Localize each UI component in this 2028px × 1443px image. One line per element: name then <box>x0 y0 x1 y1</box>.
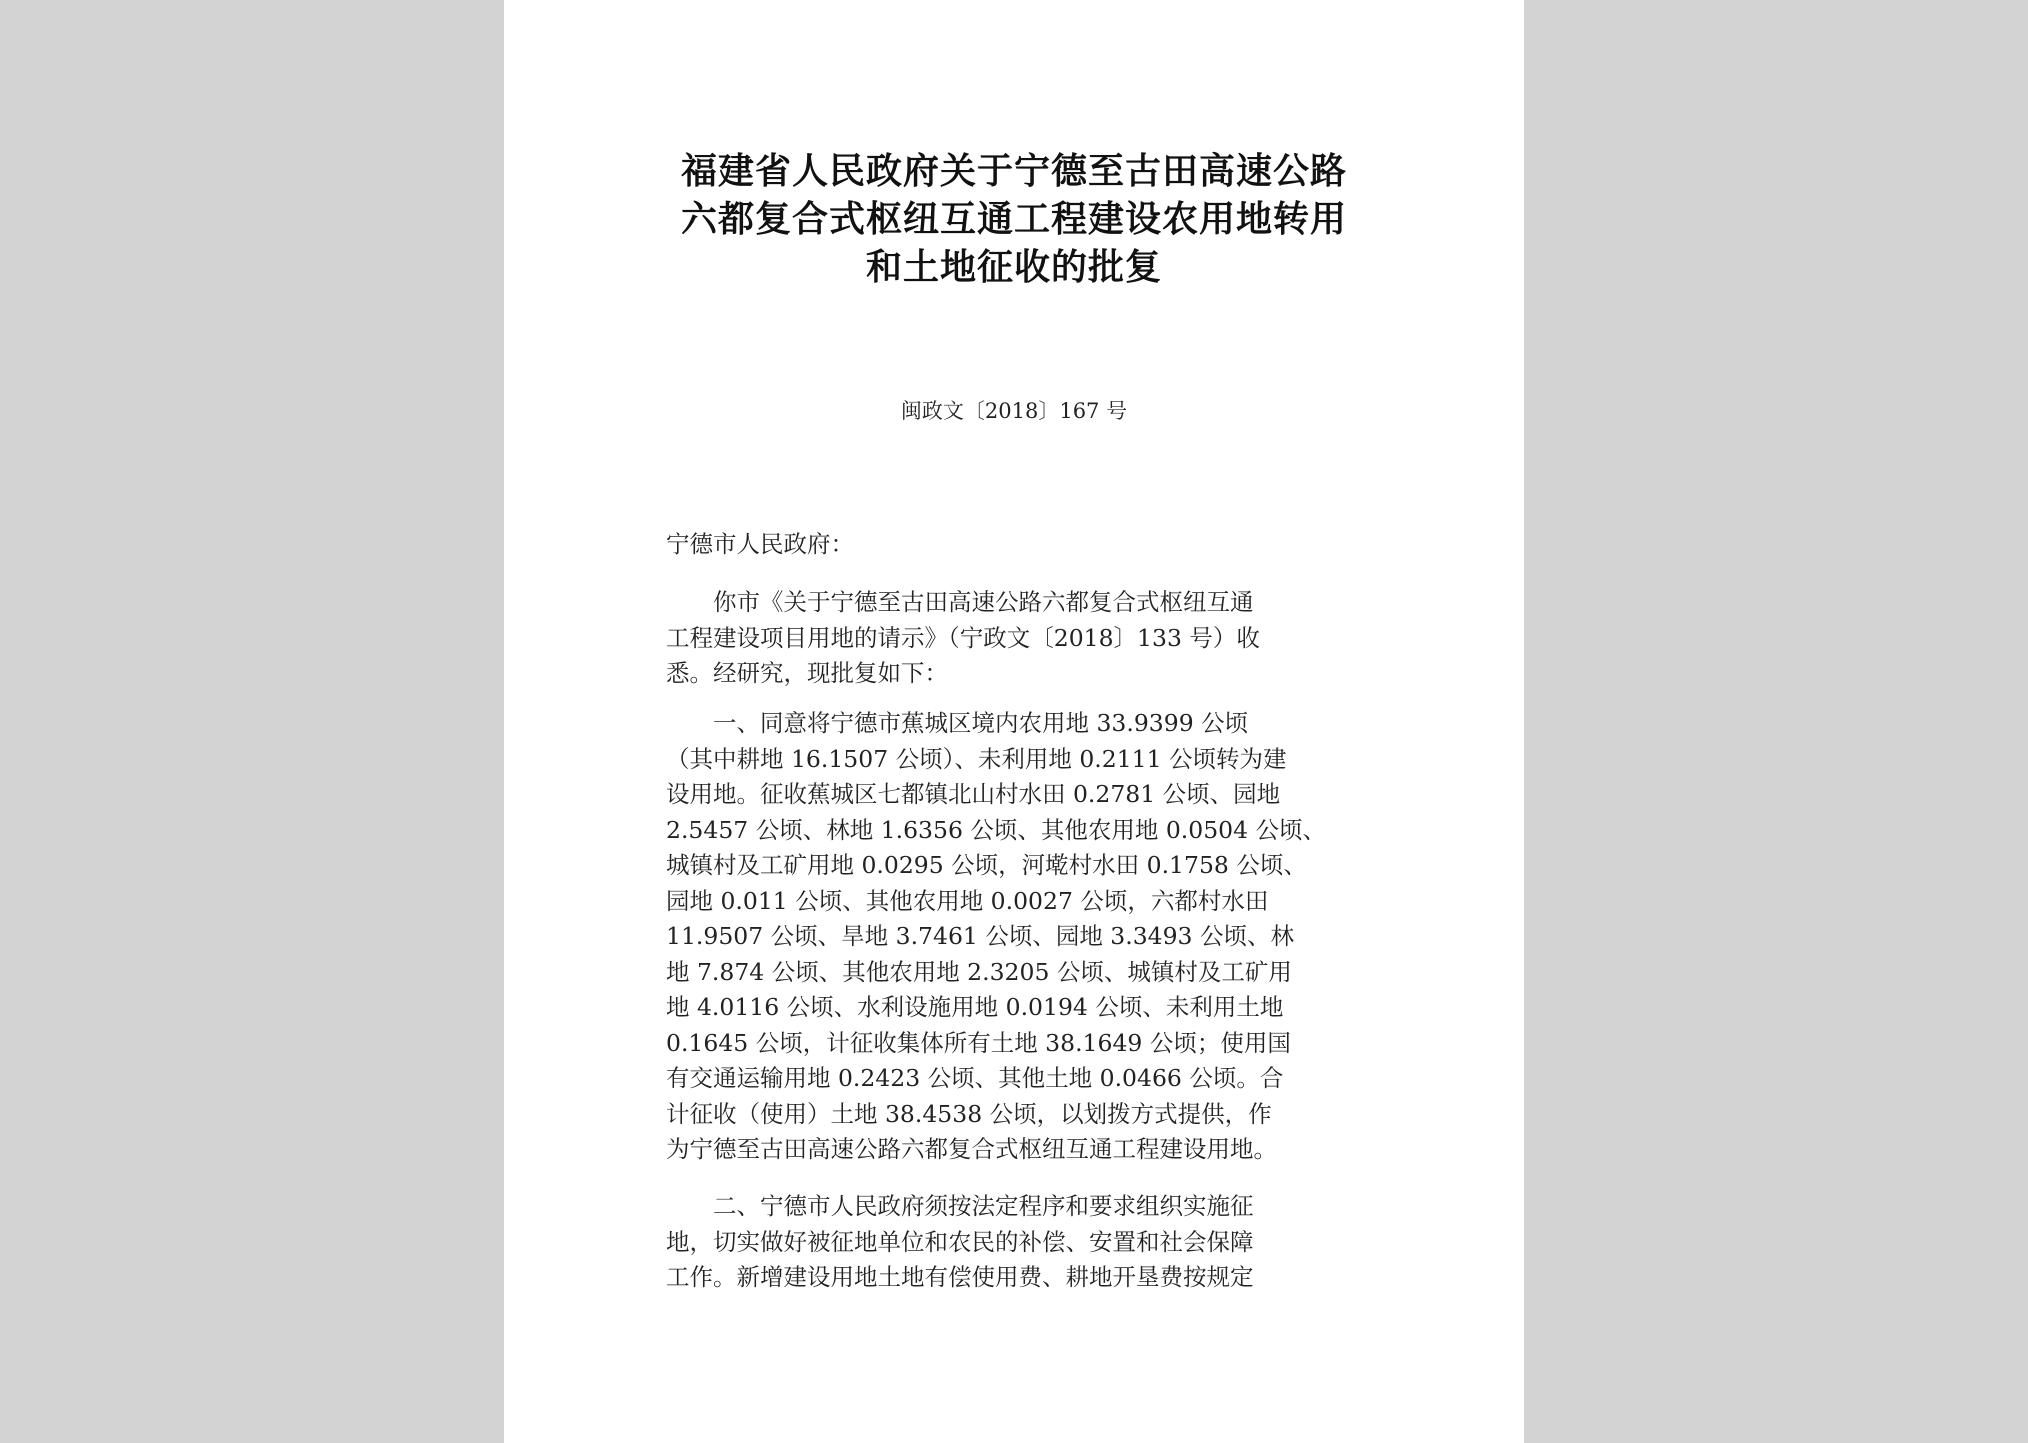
text-line: 工作。新增建设用地土地有偿使用费、耕地开垦费按规定 <box>666 1263 1254 1291</box>
text-line: 计征收（使用）土地 38.4538 公顷，以划拨方式提供，作 <box>666 1099 1272 1128</box>
text-line: 悉。经研究，现批复如下： <box>666 659 948 687</box>
text-line: （其中耕地 16.1507 公顷）、未利用地 0.2111 公顷转为建 <box>666 744 1287 773</box>
text-line: 0.1645 公顷，计征收集体所有土地 38.1649 公顷；使用国 <box>666 1028 1291 1057</box>
title-line: 六都复合式枢纽互通工程建设农用地转用 <box>680 199 1347 240</box>
document-title <box>504 148 1524 292</box>
text-line: 你市《关于宁德至古田高速公路六都复合式枢纽互通 <box>666 588 1254 616</box>
text-line: 工程建设项目用地的请示》（宁政文〔2018〕133 号）收 <box>666 623 1260 652</box>
text-line: 设用地。征收蕉城区七都镇北山村水田 0.2781 公顷、园地 <box>666 780 1281 808</box>
text-line: 地 4.0116 公顷、水利设施用地 0.0194 公顷、未利用土地 <box>666 993 1284 1021</box>
paragraph-item-2 <box>666 1189 1386 1296</box>
text-line: 园地 0.011 公顷、其他农用地 0.0027 公顷，六都村水田 <box>666 886 1269 915</box>
text-line: 地 7.874 公顷、其他农用地 2.3205 公顷、城镇村及工矿用 <box>666 957 1292 986</box>
paragraph-item-1 <box>666 706 1386 1168</box>
addressee: 宁德市人民政府： <box>666 530 854 558</box>
document-number: 闽政文〔2018〕167 号 <box>900 399 1128 423</box>
title-line: 和土地征收的批复 <box>865 247 1162 288</box>
document-page <box>504 0 1524 1443</box>
text-line: 2.5457 公顷、林地 1.6356 公顷、其他农用地 0.0504 公顷、 <box>666 815 1327 844</box>
title-line: 福建省人民政府关于宁德至古田高速公路 <box>680 151 1347 192</box>
text-line: 城镇村及工矿用地 0.0295 公顷，河墘村水田 0.1758 公顷、 <box>666 851 1307 879</box>
text-line: 二、宁德市人民政府须按法定程序和要求组织实施征 <box>666 1192 1254 1220</box>
paragraph-intro <box>666 585 1386 692</box>
text-line: 地，切实做好被征地单位和农民的补偿、安置和社会保障 <box>666 1227 1254 1256</box>
text-line: 有交通运输用地 0.2423 公顷、其他土地 0.0466 公顷。合 <box>666 1064 1284 1092</box>
text-line: 11.9507 公顷、旱地 3.7461 公顷、园地 3.3493 公顷、林 <box>666 922 1294 950</box>
text-line: 为宁德至古田高速公路六都复合式枢纽互通工程建设用地。 <box>666 1135 1277 1163</box>
text-line: 一、同意将宁德市蕉城区境内农用地 33.9399 公顷 <box>666 709 1249 737</box>
